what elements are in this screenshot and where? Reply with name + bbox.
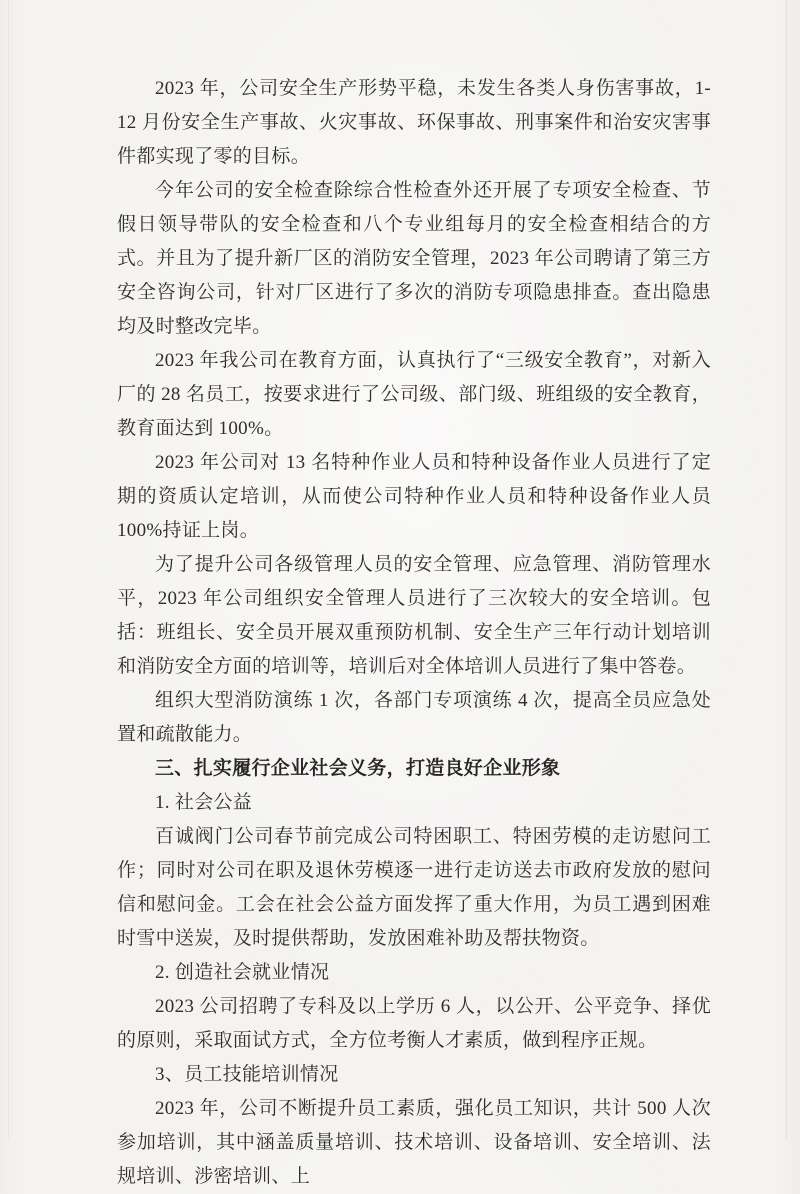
- paragraph: 百诚阀门公司春节前完成公司特困职工、特困劳模的走访慰问工作；同时对公司在职及退休劳模逐一进行走访送去市政府发放的慰问信和慰问金。工会在社会公益方面发挥了重大作用，为员工遇到困难时雪中送炭，及时提供帮助，发放困难补助及帮扶物资。: [117, 826, 711, 949]
- paragraph: 2023 年，公司安全生产形势平稳，未发生各类人身伤害事故，1-12 月份安全生产事故、火灾事故、环保事故、刑事案件和治安灾害事件都实现了零的目标。: [117, 78, 711, 167]
- sub-heading: 3、员工技能培训情况: [155, 1064, 339, 1085]
- scan-edge-left-line: [8, 0, 9, 1140]
- paragraph: 今年公司的安全检查除综合性检查外还开展了专项安全检查、节假日领导带队的安全检查和八个专业组每月的安全检查相结合的方式。并且为了提升新厂区的消防安全管理，2023 年公司聘请了第三方安全咨询公司，针对厂区进行了多次的消防专项隐患排查。查出隐患均及时整改完毕。: [117, 180, 711, 337]
- sub-heading: 1. 社会公益: [155, 792, 253, 813]
- paragraph: 组织大型消防演练 1 次，各部门专项演练 4 次，提高全员应急处置和疏散能力。: [117, 690, 711, 745]
- scan-edge-right-line: [786, 0, 787, 1140]
- paragraph: 2023 公司招聘了专科及以上学历 6 人，以公开、公平竞争、择优的原则，采取面试方式，全方位考衡人才素质，做到程序正规。: [117, 996, 711, 1051]
- section-heading: 三、扎实履行企业社会义务，打造良好企业形象: [155, 758, 561, 779]
- document-body: [117, 72, 711, 1194]
- paragraph: 为了提升公司各级管理人员的安全管理、应急管理、消防管理水平，2023 年公司组织安全管理人员进行了三次较大的安全培训。包括：班组长、安全员开展双重预防机制、安全生产三年行动计划培训和消防安全方面的培训等，培训后对全体培训人员进行了集中答卷。: [117, 554, 711, 677]
- paragraph: 2023 年公司对 13 名特种作业人员和特种设备作业人员进行了定期的资质认定培训，从而使公司特种作业人员和特种设备作业人员 100%持证上岗。: [117, 452, 711, 541]
- sub-heading: 2. 创造社会就业情况: [155, 962, 330, 983]
- paragraph: 2023 年，公司不断提升员工素质，强化员工知识，共计 500 人次参加培训，其中涵盖质量培训、技术培训、设备培训、安全培训、法规培训、涉密培训、上: [117, 1098, 711, 1187]
- paragraph: 2023 年我公司在教育方面，认真执行了“三级安全教育”，对新入厂的 28 名员工，按要求进行了公司级、部门级、班组级的安全教育，教育面达到 100%。: [117, 350, 711, 439]
